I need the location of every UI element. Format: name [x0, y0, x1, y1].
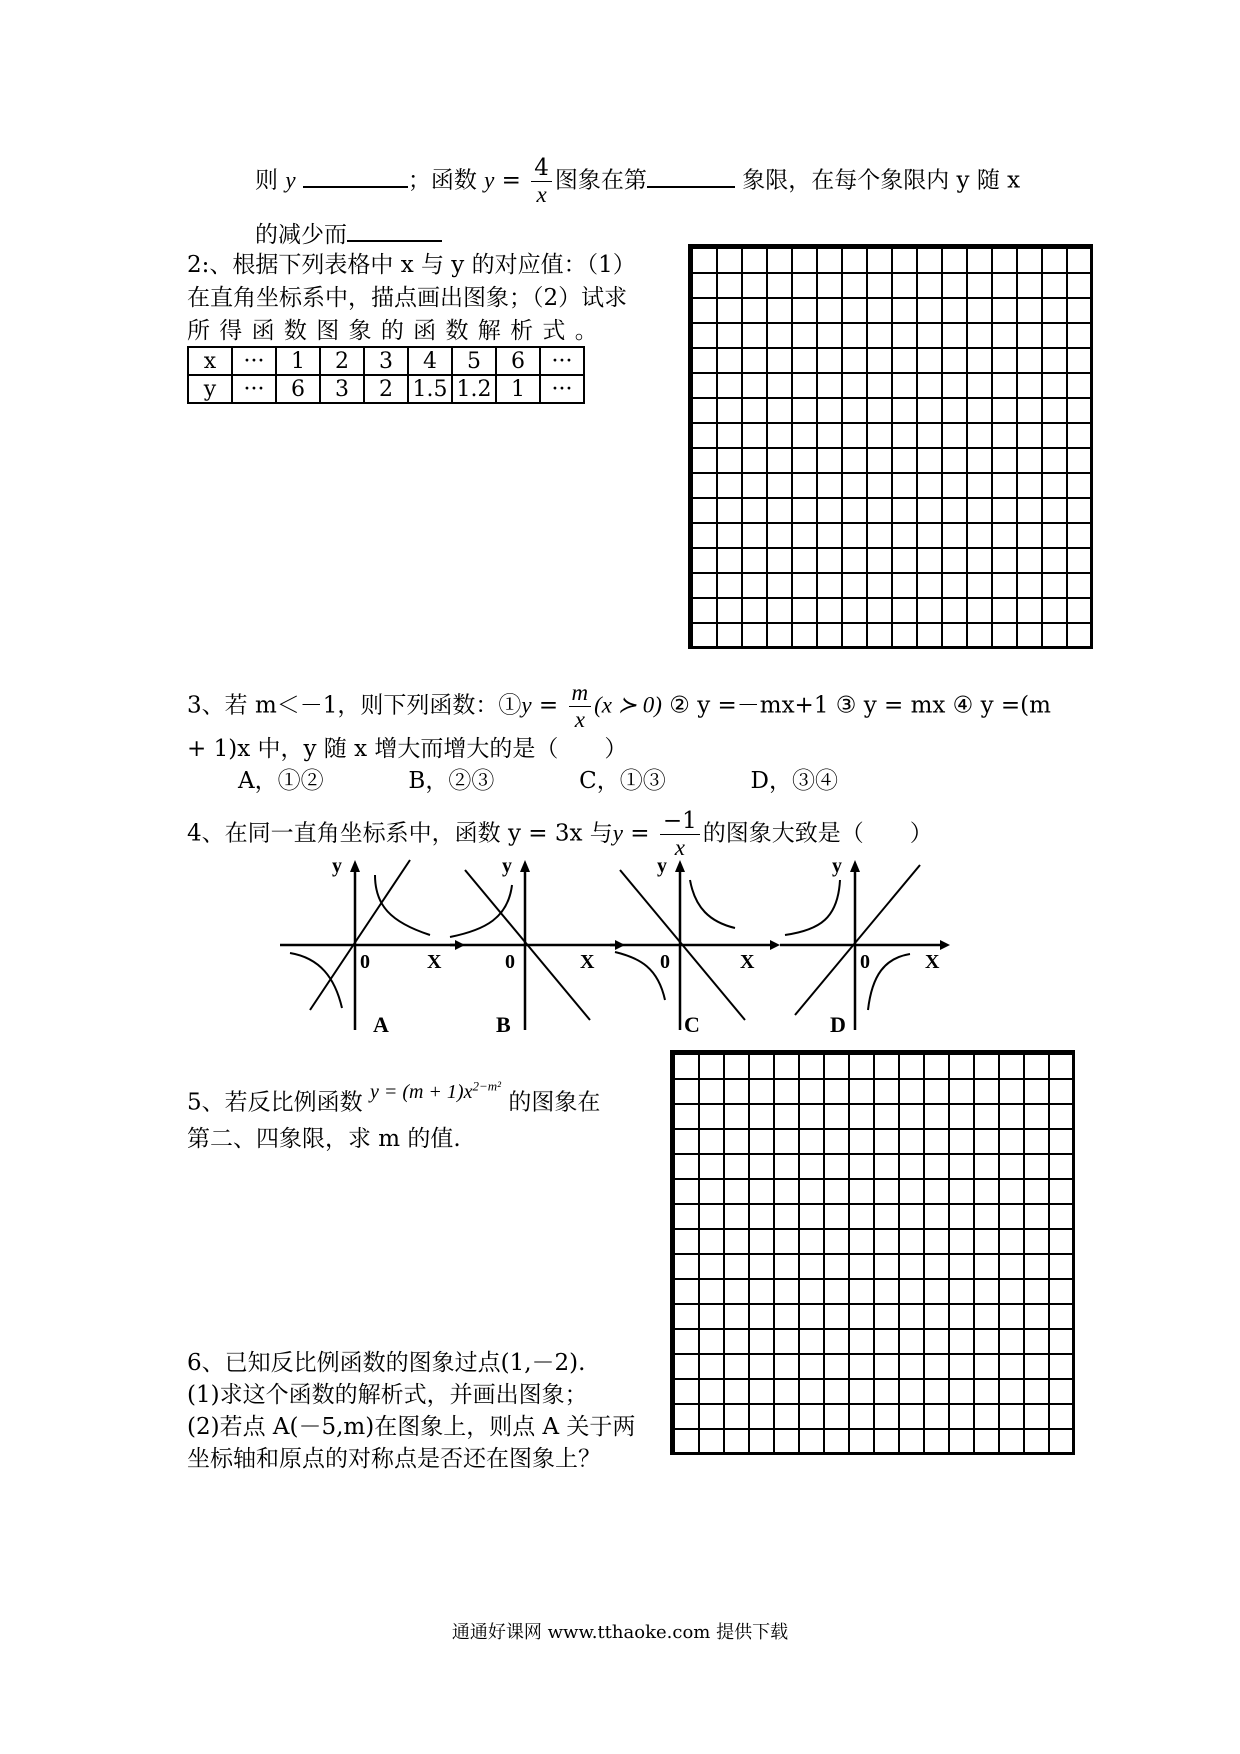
hyperbola-branch: [690, 880, 735, 928]
q1-text-d: 象限，在每个象限内 y 随 x: [734, 167, 1021, 194]
graph-a[interactable]: [280, 855, 465, 1037]
graph-letter: B: [496, 1012, 511, 1037]
q3-f1-eq: =: [531, 692, 566, 719]
table-cell: 1.2: [452, 375, 496, 403]
graph-letter: D: [830, 1012, 846, 1037]
q4-f-eq: =: [622, 820, 657, 847]
q4-prefix: 4、在同一直角坐标系中，函数 y = 3x 与: [187, 820, 613, 847]
table-cell: y: [188, 375, 232, 403]
arrow-up-icon: [350, 860, 360, 872]
page-footer: 通通好课网 www.tthaoke.com 提供下载: [451, 1622, 789, 1643]
q2-line2: 在直角坐标系中，描点画出图象；（2）试求: [187, 285, 628, 311]
q3-f1-y: y: [521, 692, 532, 718]
q6-line3: (2)若点 A(－5,m)在图象上，则点 A 关于两: [187, 1414, 636, 1440]
table-cell: 4: [408, 347, 452, 375]
table-row-y: [188, 375, 584, 403]
line-3x: [310, 860, 410, 1010]
q3-rest: ② y =－mx+1 ③ y = mx ④ y =(m: [661, 692, 1051, 719]
table-cell: ···: [540, 347, 584, 375]
q3-frac-den: x: [574, 707, 585, 732]
q3-f1-cond: (x ≻ 0): [594, 692, 662, 718]
q6-line4: 坐标轴和原点的对称点是否还在图象上？: [187, 1446, 601, 1472]
table-cell: ···: [232, 347, 276, 375]
q6-line2: (1)求这个函数的解析式，并画出图象；: [187, 1382, 588, 1408]
hyperbola-branch: [868, 954, 910, 1010]
xy-value-table: [187, 346, 585, 404]
hyperbola-branch: [785, 880, 840, 935]
origin-label: 0: [360, 951, 370, 973]
q5-formula: [369, 1078, 502, 1103]
q1-frac-num: 4: [531, 155, 552, 182]
arrow-right-icon: [940, 940, 950, 950]
table-cell: 2: [320, 347, 364, 375]
graph-paper-grid-1[interactable]: [688, 244, 1093, 649]
graph-d[interactable]: [780, 855, 950, 1037]
q4-graphs: [270, 850, 950, 1040]
q1-blank-3[interactable]: [347, 216, 442, 242]
table-cell: ···: [540, 375, 584, 403]
q1-text-b: ；函数: [407, 167, 485, 194]
arrow-right-icon: [770, 940, 780, 950]
q1-text-c: 图象在第: [554, 167, 647, 194]
graph-b[interactable]: [450, 855, 625, 1037]
graph-paper-grid-2[interactable]: [670, 1050, 1075, 1455]
origin-label: 0: [505, 951, 515, 973]
table-row-x: [188, 347, 584, 375]
x-axis-label: X: [925, 951, 940, 973]
table-cell: x: [188, 347, 232, 375]
graph-c[interactable]: [610, 855, 780, 1037]
table-cell: 3: [364, 347, 408, 375]
origin-label: 0: [860, 951, 870, 973]
q3-option-d[interactable]: D，③④: [750, 768, 838, 794]
q4-frac-num: −1: [660, 808, 700, 835]
arrow-up-icon: [850, 860, 860, 872]
y-axis-label: y: [502, 855, 512, 877]
table-cell: 1.5: [408, 375, 452, 403]
q5-suffix: 的图象在: [508, 1089, 601, 1116]
x-axis-label: X: [740, 951, 755, 973]
q1-text-a: 则: [255, 167, 286, 194]
line-3x: [795, 865, 920, 1015]
arrow-up-icon: [520, 860, 530, 872]
q5-formula-base: y = (m + 1)x: [369, 1080, 473, 1103]
q1-line2: [255, 216, 442, 250]
q3-line1: [187, 680, 1051, 733]
y-axis-label: y: [832, 855, 842, 877]
q4-f-y: y: [612, 820, 623, 846]
table-cell: 5: [452, 347, 496, 375]
q1-func-eq: =: [494, 167, 529, 194]
q1-var-y: y: [285, 167, 296, 193]
q1-func-y: y: [484, 167, 495, 193]
q3-option-b[interactable]: B，②③: [408, 768, 495, 794]
q1-line1: [255, 155, 1020, 208]
y-axis-label: y: [657, 855, 667, 877]
q2-line3: 所 得 函 数 图 象 的 函 数 解 析 式 。: [187, 318, 599, 344]
graph-letter: A: [373, 1012, 389, 1037]
q3-fraction: [569, 680, 592, 733]
q5-line2: 第二、四象限，求 m 的值.: [187, 1126, 461, 1152]
q3-option-a[interactable]: A，①②: [238, 768, 324, 794]
table-cell: 1: [276, 347, 320, 375]
origin-label: 0: [660, 951, 670, 973]
q5-exponent: 2−m²: [472, 1078, 502, 1093]
q1-line2-text: 的减少而: [255, 222, 347, 248]
q4-suffix: 的图象大致是（ ）: [702, 820, 933, 847]
q1-blank-1[interactable]: [303, 162, 408, 188]
x-axis-label: X: [580, 951, 595, 973]
q3-options: [238, 766, 838, 796]
q3-line2: + 1)x 中，y 随 x 增大而增大的是（ ）: [187, 736, 628, 762]
table-cell: 1: [496, 375, 540, 403]
table-cell: 2: [364, 375, 408, 403]
graph-letter: C: [684, 1012, 700, 1037]
q2-line1: 2:、根据下列表格中 x 与 y 的对应值：（1）: [187, 252, 636, 278]
table-cell: 6: [276, 375, 320, 403]
y-axis-label: y: [332, 855, 342, 877]
hyperbola-branch: [615, 952, 665, 1000]
q3-prefix: 3、若 m＜－1，则下列函数：①: [187, 692, 522, 719]
x-axis-label: X: [427, 951, 442, 973]
q3-frac-num: m: [569, 680, 592, 707]
q1-fraction: [531, 155, 552, 208]
q5-prefix: 5、若反比例函数: [187, 1089, 363, 1116]
hyperbola-branch: [450, 885, 512, 937]
table-cell: ···: [232, 375, 276, 403]
hyperbola-branch: [375, 875, 430, 935]
q1-frac-den: x: [536, 182, 547, 207]
arrow-up-icon: [675, 860, 685, 872]
table-cell: 3: [320, 375, 364, 403]
q5-line1: [187, 1078, 601, 1119]
table-cell: 6: [496, 347, 540, 375]
q4-frac-den: x: [674, 835, 685, 860]
q1-blank-2[interactable]: [647, 162, 735, 188]
q6-line1: 6、已知反比例函数的图象过点(1,－2).: [187, 1350, 586, 1376]
q3-option-c[interactable]: C，①③: [579, 768, 666, 794]
